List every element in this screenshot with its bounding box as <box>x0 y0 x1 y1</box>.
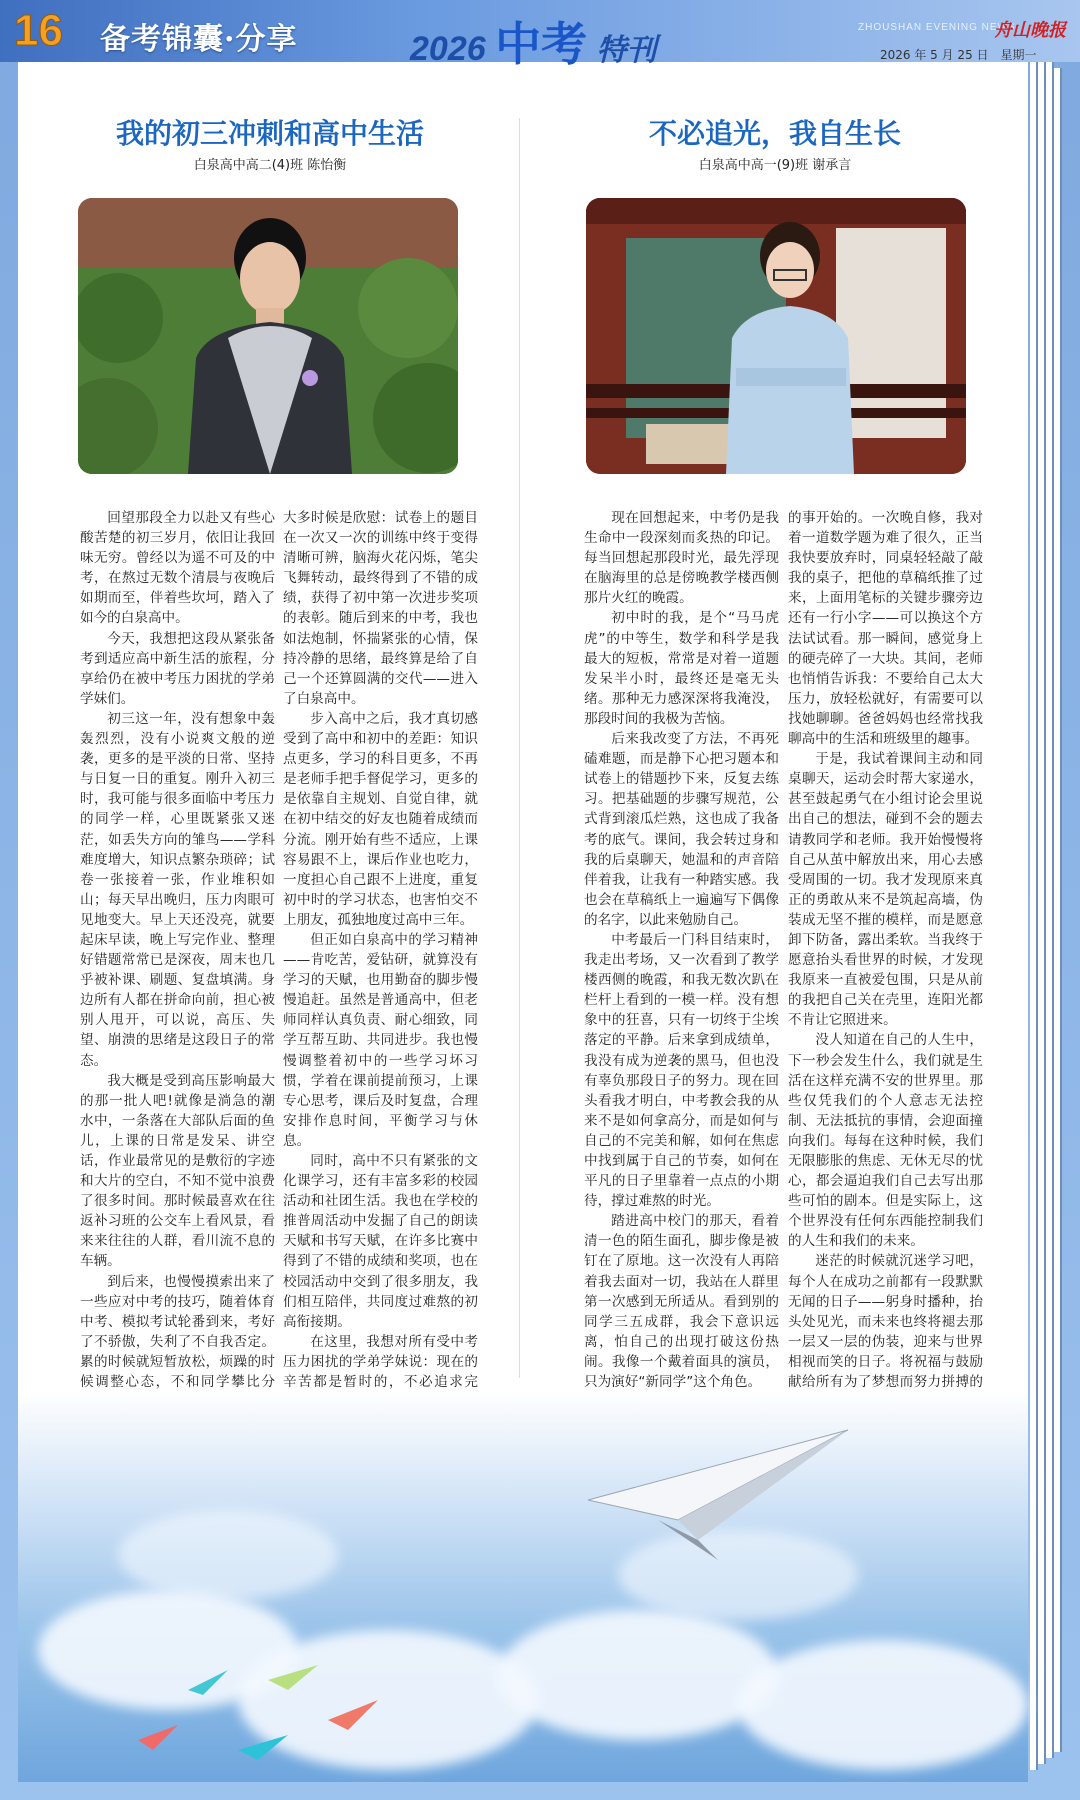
paragraph: 于是，我试着课间主动和同桌聊天，运动会时帮大家递水，甚至鼓起勇气在小组讨论会里说出自己的想法，碰到不会的题去请教同学和老师。我开始慢慢将自己从茧中解放出来，用心去感受周围的一切。我才发现原来真正的勇敢从来不是筑起高墙，伪装成无坚不摧的模样，而是愿意卸下防备，露出柔软。当我终于愿意抬头看世界的时候，才发现我原来一直被爱包围，只是从前的我把自己关在壳里，连阳光都不肯让它照进来。 <box>788 751 983 1029</box>
student-portrait-boy <box>78 198 458 474</box>
paragraph: 到后来，也慢慢摸索出来了一些应对中考的技巧，随着体育中考、模拟考试轮番到来，考好了不骄傲，失利了不自我否定。累的时候就短暂放松，烦躁的时候调整心态，不和同学攀比分 <box>80 1273 275 1391</box>
paragraph: 今天，我想把这段从紧张备考到适应高中新生活的旅程，分享给仍在被中考压力困扰的学弟学妹们。 <box>80 630 275 707</box>
student-portrait-girl <box>586 198 966 474</box>
paragraph: 没人知道在自己的人生中，下一秒会发生什么，我们就是生活在这样充满不安的世界里。那些仅凭我们的个人意志无法控制、无法抵抗的事情，会迎面撞向我们。每每在这种时候，我们无限膨胀的焦虑、无休无尽的忧心，都会逼迫我们自己去写出那些可怕的剧本。但是实际上，这个世界没有任何东西能控制我们的人生和我们的未来。 <box>788 1032 983 1250</box>
special-suffix: 特刊 <box>596 34 657 67</box>
paragraph: 中考最后一门科目结束时，我走出考场，又一次看到了教学楼西侧的晚霞，和我无数次趴在栏杆上看到的一模一样。没有想象中的狂喜，只有一切终于尘埃落定的平静。后来拿到成绩单，我没有成为逆袭的黑马，但也没有辜负那段日子的努力。现在回头看我才明白，中考教会我的从来不是如何拿高分，而是如何与自己的不完美和解，如何在焦虑中找到属于自己的节奏，如何在平凡的日子里靠着一点点的小期待，撑过难熬的时光。 <box>584 931 779 1210</box>
paragraph: 现在回想起来，中考仍是我生命中一段深刻而炙热的印记。每当回想起那段时光，最先浮现在脑海里的总是傍晚教学楼西侧那片火红的晚霞。 <box>584 510 779 607</box>
paragraph: 后来我改变了方法，不再死磕难题，而是静下心把习题本和试卷上的错题抄下来，反复去练习。把基础题的步骤写规范，公式背到滚瓜烂熟，这也成了我备考的底气。课间，我会转过身和我的后桌聊天，她温和的声音陪伴着我，让我有一种踏实感。我也会在草稿纸上一遍遍写下偶像的名字，以此来勉励自己。 <box>584 731 779 928</box>
special-issue-title <box>410 8 657 74</box>
paragraph: 的事开始的。一次晚自修，我对着一道数学题为难了很久，正当我快要放弃时，同桌轻轻敲了敲我的桌子，把他的草稿纸推了过来，上面用笔标的关键步骤旁边还有一行小字——可以换这个方法试试看。那一瞬间，感觉身上的硬壳碎了一大块。其间，老师也悄悄告诉我：不要给自己太大压力，放轻松就好，有需要可以找她聊聊。爸爸妈妈也经常找我聊高中的生活和班级里的趣事。 <box>788 510 983 748</box>
paragraph: 初中时的我，是个“马马虎虎”的中等生，数学和科学是我最大的短板，常常是对着一道题发呆半小时，最终还是毫无头绪。那种无力感深深将我淹没，那段时间的我极为苦恼。 <box>584 610 779 727</box>
paragraph: 但正如白泉高中的学习精神——肯吃苦，爱钻研，就算没有学习的天赋，也用勤奋的脚步慢慢追赶。虽然是普通高中，但老师同样认真负责、耐心细致，同学互帮互助、共同进步。我也慢慢调整着初中的一些学习坏习惯，学着在课前提前预习，上课专心思考，课后及时复盘，合理安排作息时间，平衡学习与休息。 <box>283 931 478 1149</box>
paragraph: 初三这一年，没有想象中轰轰烈烈，没有小说爽文般的逆袭，更多的是平淡的日常、坚持与日复一日的重复。刚升入初三时，我可能与很多面临中考压力的同学一样，心里既紧张又迷茫，如丢失方向的雏鸟——学科难度增大，知识点繁杂琐碎；试卷一张接着一张，作业堆积如山；每天早出晚归，压力肉眼可见地变大。早上天还没亮，就要起床早读，晚上写完作业、整理好错题常常已是深夜，周末也几乎被补课、刷题、复盘填满。身边所有人都在拼命向前，担心被别人甩开，可以说，高压、失望、崩溃的思绪是这段日子的常态。 <box>80 710 275 1069</box>
right-article-byline: 白泉高中高一(9)班 谢承言 <box>698 158 852 173</box>
paper-planes-illustration <box>18 1390 1028 1782</box>
paragraph: 大多时候是欣慰：试卷上的题目在一次又一次的训练中终于变得清晰可辨，脑海火花闪烁，笔尖飞舞转动，最终得到了不错的成绩，获得了初中第一次进步奖项的表彰。随后到来的中考，我也如法炮制，怀揣紧张的心情，保持冷静的思绪，最终算是给了自己一个还算圆满的交代——进入了白泉高中。 <box>283 510 478 707</box>
page-stack-edge <box>1046 62 1054 1758</box>
page-number: 16 <box>14 6 63 55</box>
paragraph: 迷茫的时候就沉迷学习吧，每个人在成功之前都有一段默默无闻的日子——躬身时播种，抬头处见光，而未来也终将褪去那一层又一层的伪装，迎来与世界相视而笑的日子。将祝福与鼓励献给所有为了梦想而努力拼搏的 <box>788 1253 983 1391</box>
paper-logo: 舟山晚报 <box>994 20 1066 41</box>
paragraph: 在这里，我想对所有受中考压力困扰的学弟学妹说：现在的辛苦都是暂时的，不必追求完 <box>283 1333 478 1391</box>
paragraph: 踏进高中校门的那天，看着清一色的陌生面孔，脚步像是被钉在了原地。这一次没有人再陪着我去面对一切，我站在人群里第一次感到无所适从。看到别的同学三五成群，我会下意识远离，怕自己的出现打破这份热闹。我像一个戴着面具的演员，只为演好“新同学”这个角色。 <box>584 1213 779 1391</box>
left-article-column-2 <box>283 508 478 1473</box>
sky-cloud-illustration <box>18 1390 1028 1782</box>
paragraph: 回望那段全力以赴又有些心酸苦楚的初三岁月，依旧让我回味无穷。曾经以为遥不可及的中考，在熬过无数个清晨与夜晚后如期而至，伴着些坎坷，踏入了如今的白泉高中。 <box>80 510 275 627</box>
column-title: 备考锦囊·分享 <box>100 22 298 57</box>
paragraph: 我大概是受到高压影响最大的那一批人吧!就像是淌急的潮水中，一条落在大部队后面的鱼儿，上课的日常是发呆、讲空话，作业最常见的是敷衍的字迹和大片的空白，不知不觉中浪费了很多时间。那时候最喜欢在往返补习班的公交车上看风景，看来来往往的人群，看川流不息的车辆。 <box>80 1072 275 1270</box>
issue-date: 2026 年 5 月 25 日 星期一 <box>880 48 1037 62</box>
right-article-column-2 <box>788 508 983 1412</box>
left-article-title: 我的初三冲刺和高中生活 <box>115 117 424 150</box>
right-article-column-1 <box>584 508 779 1412</box>
page-stack-edge <box>1038 56 1046 1764</box>
column-divider <box>519 118 520 1378</box>
paragraph: 步入高中之后，我才真切感受到了高中和初中的差距：知识点更多，学习的科目更多，不再是老师手把手督促学习，更多的是依靠自主规划、自觉自律，就在初中结交的好友也随着成绩而分流。刚开始有些不适应，上课容易跟不上，课后作业也吃力，一度担心自己跟不上进度，重复初中时的学习状态，也害怕交不上朋友，孤独地度过高中三年。 <box>283 710 478 928</box>
paragraph: 同时，高中不只有紧张的文化课学习，还有丰富多彩的校园活动和社团生活。我也在学校的推普周活动中发掘了自己的朗读天赋和书写天赋，在许多比赛中得到了不错的成绩和奖项，也在校园活动中交到了很多朋友，我们相互陪伴，共同度过难熬的初高衔接期。 <box>283 1153 478 1330</box>
left-article-photo <box>78 198 458 474</box>
special-main: 中考 <box>495 17 588 71</box>
special-year: 2026 <box>410 30 486 68</box>
page-stack-edge <box>1054 68 1062 1752</box>
paper-english-name: ZHOUSHAN EVENING NEWS <box>858 22 1016 33</box>
left-article-column-1 <box>80 508 275 1493</box>
page-stack-edge <box>1030 50 1038 1770</box>
left-article-byline: 白泉高中高二(4)班 陈怡衡 <box>193 158 347 173</box>
right-article-title: 不必追光，我自生长 <box>648 117 901 150</box>
right-article-photo <box>586 198 966 474</box>
